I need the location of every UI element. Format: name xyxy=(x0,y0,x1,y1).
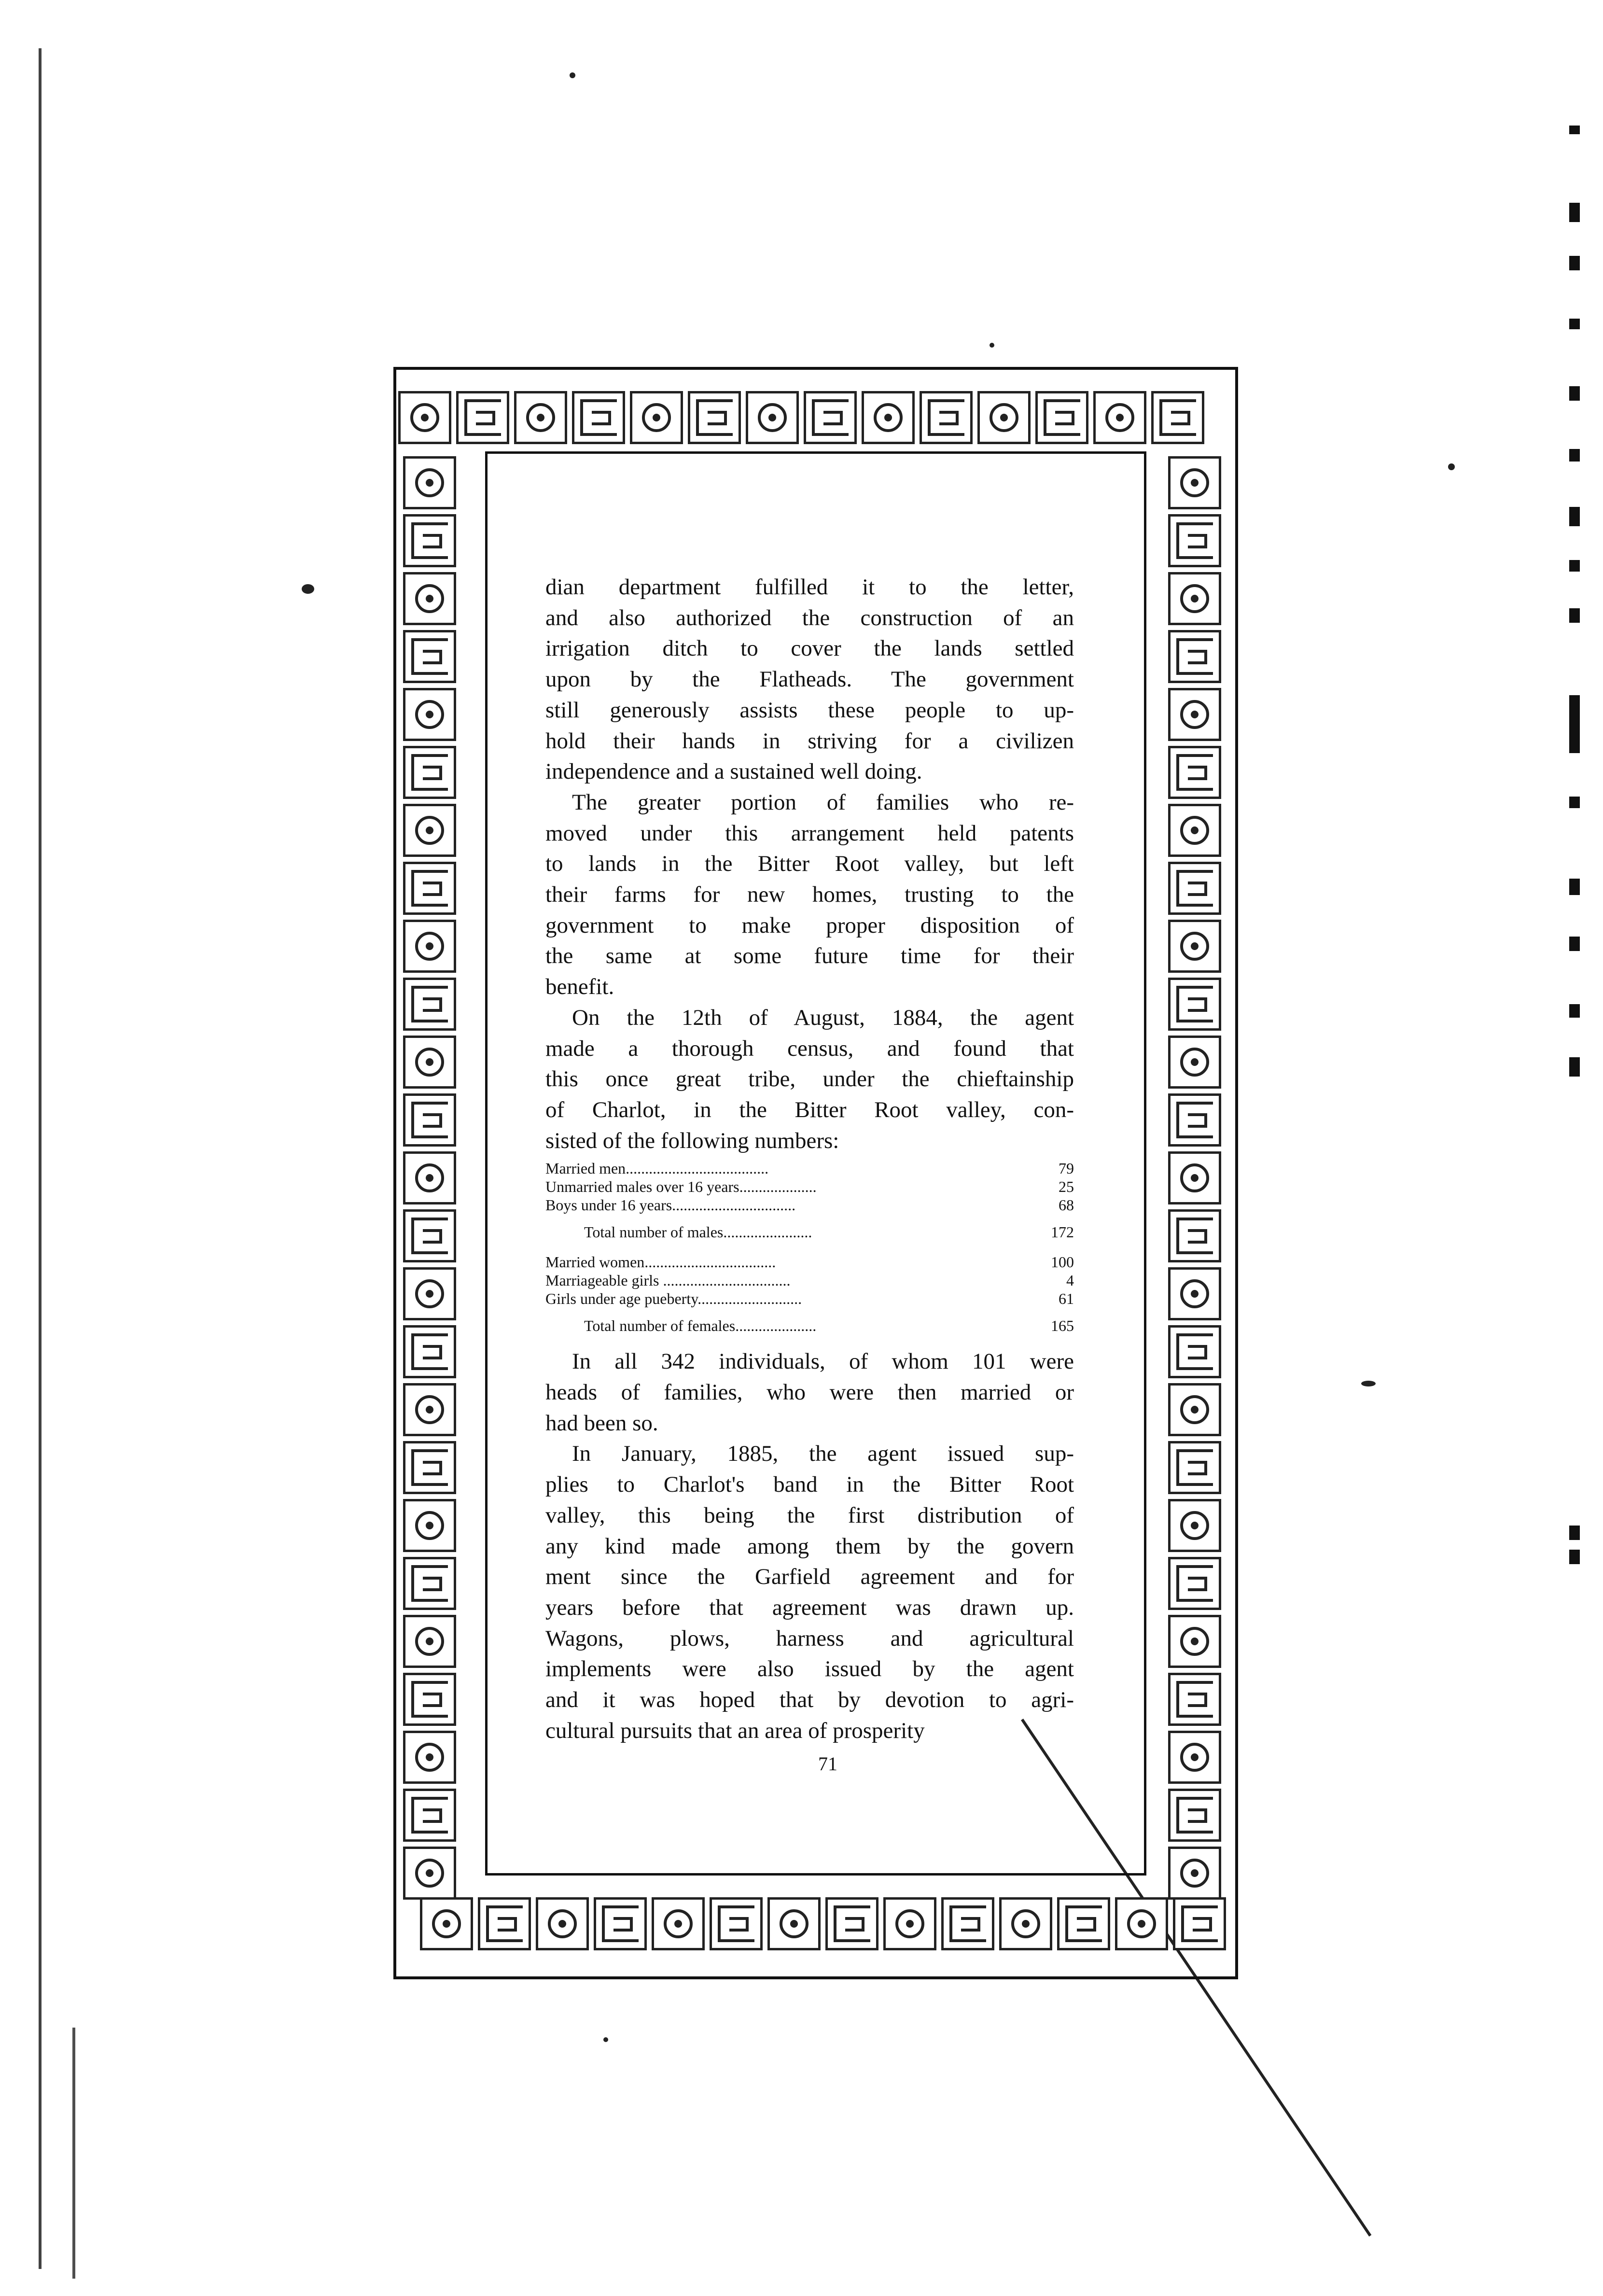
census-label: Married women.................................. xyxy=(545,1253,776,1271)
rosette-ornament xyxy=(1115,1897,1168,1950)
rosette-ornament xyxy=(420,1897,473,1950)
rosette-ornament xyxy=(1168,456,1221,509)
text-line: benefit. xyxy=(545,974,614,1000)
greek-key-ornament xyxy=(1168,1209,1221,1262)
census-label: Married men..................................... xyxy=(545,1160,769,1177)
rosette-ornament xyxy=(1168,1499,1221,1552)
rosette-ornament xyxy=(1168,804,1221,857)
rosette-ornament xyxy=(1168,688,1221,741)
text-line: Wagons, plows, harness and agricultural xyxy=(545,1625,1074,1651)
text-line: hold their hands in striving for a civilizen xyxy=(545,728,1074,754)
census-label: Marriageable girls ................................. xyxy=(545,1272,791,1289)
rosette-ornament xyxy=(977,391,1031,444)
scan-margin-marks xyxy=(1569,97,1589,1641)
greek-key-ornament xyxy=(1168,1557,1221,1610)
text-line: On the 12th of August, 1884, the agent xyxy=(572,1005,1074,1030)
rosette-ornament xyxy=(403,804,456,857)
greek-key-ornament xyxy=(1168,746,1221,799)
greek-key-ornament xyxy=(825,1897,878,1950)
text-line: made a thorough census, and found that xyxy=(545,1036,1074,1061)
greek-key-ornament xyxy=(403,514,456,567)
rosette-ornament xyxy=(403,572,456,625)
census-table xyxy=(545,1159,1074,1335)
greek-key-ornament xyxy=(1168,630,1221,683)
greek-key-ornament xyxy=(403,630,456,683)
text-line: valley, this being the first distribution of xyxy=(545,1502,1074,1528)
text-line: to lands in the Bitter Root valley, but left xyxy=(545,851,1074,877)
greek-key-ornament xyxy=(403,1673,456,1726)
rosette-ornament xyxy=(1168,1615,1221,1668)
greek-key-ornament xyxy=(572,391,625,444)
census-value: 61 xyxy=(1059,1290,1074,1308)
rosette-ornament xyxy=(403,1267,456,1320)
paragraph xyxy=(545,787,1074,1003)
scan-speck xyxy=(570,72,575,78)
greek-key-ornament xyxy=(1168,862,1221,915)
text-line: years before that agreement was drawn up. xyxy=(545,1595,1074,1620)
scan-edge xyxy=(39,48,42,2269)
text-line: ment since the Garfield agreement and for xyxy=(545,1564,1074,1590)
text-line: irrigation ditch to cover the lands settled xyxy=(545,636,1074,661)
text-line: implements were also issued by the agent xyxy=(545,1656,1074,1682)
census-total-males: Total number of males....................... 172 xyxy=(584,1223,1074,1241)
census-row xyxy=(545,1177,1074,1196)
greek-key-ornament xyxy=(403,1789,456,1842)
greek-key-border-left xyxy=(403,456,456,1900)
rosette-ornament xyxy=(403,688,456,741)
rosette-ornament xyxy=(403,1615,456,1668)
text-line: upon by the Flatheads. The government xyxy=(545,667,1074,692)
census-label: Girls under age pueberty........................... xyxy=(545,1290,802,1308)
page-text xyxy=(545,572,1074,1747)
rosette-ornament xyxy=(403,920,456,973)
greek-key-ornament xyxy=(710,1897,763,1950)
greek-key-ornament xyxy=(594,1897,647,1950)
greek-key-ornament xyxy=(1168,1673,1221,1726)
text-line: In January, 1885, the agent issued sup- xyxy=(572,1441,1074,1467)
census-value: 68 xyxy=(1059,1196,1074,1214)
greek-key-ornament xyxy=(1035,391,1088,444)
text-line: cultural pursuits that an area of prosperity xyxy=(545,1718,925,1743)
rosette-ornament xyxy=(403,1151,456,1204)
text-line: and it was hoped that by devotion to agri- xyxy=(545,1687,1074,1713)
rosette-ornament xyxy=(403,1036,456,1089)
greek-key-border-bottom xyxy=(420,1897,1226,1950)
greek-key-ornament xyxy=(1168,1093,1221,1147)
text-line: any kind made among them by the govern xyxy=(545,1533,1074,1559)
scan-speck xyxy=(990,343,994,348)
rosette-ornament xyxy=(1168,1847,1221,1900)
text-line: and also authorized the construction of an xyxy=(545,605,1074,630)
rosette-ornament xyxy=(514,391,567,444)
greek-key-ornament xyxy=(403,1093,456,1147)
text-line: moved under this arrangement held patents xyxy=(545,820,1074,846)
rosette-ornament xyxy=(403,1731,456,1784)
greek-key-ornament xyxy=(941,1897,994,1950)
rosette-ornament xyxy=(1093,391,1146,444)
greek-key-ornament xyxy=(1168,514,1221,567)
greek-key-ornament xyxy=(1151,391,1204,444)
rosette-ornament xyxy=(1168,1036,1221,1089)
rosette-ornament xyxy=(403,456,456,509)
rosette-ornament xyxy=(536,1897,589,1950)
greek-key-ornament xyxy=(804,391,857,444)
rosette-ornament xyxy=(883,1897,936,1950)
greek-key-ornament xyxy=(688,391,741,444)
text-line: dian department fulfilled it to the letter, xyxy=(545,574,1074,600)
census-row xyxy=(545,1196,1074,1214)
scan-speck xyxy=(1361,1381,1376,1386)
text-line: government to make proper disposition of xyxy=(545,912,1074,938)
greek-key-ornament xyxy=(403,978,456,1031)
rosette-ornament xyxy=(403,1499,456,1552)
census-total-females: Total number of females..................... 165 xyxy=(584,1317,1074,1335)
scan-edge xyxy=(72,2028,75,2279)
greek-key-ornament xyxy=(403,1441,456,1494)
census-label: Unmarried males over 16 years.................... xyxy=(545,1178,817,1196)
text-line: still generously assists these people to up- xyxy=(545,697,1074,723)
page-number: 71 xyxy=(818,1753,837,1775)
text-line: heads of families, who were then married or xyxy=(545,1380,1074,1405)
text-line: the same at some future time for their xyxy=(545,943,1074,969)
text-line: independence and a sustained well doing. xyxy=(545,759,922,784)
scan-speck xyxy=(1448,463,1455,470)
text-line: of Charlot, in the Bitter Root valley, con- xyxy=(545,1097,1074,1122)
rosette-ornament xyxy=(1168,1383,1221,1436)
census-row xyxy=(545,1159,1074,1177)
census-value: 100 xyxy=(1051,1253,1074,1271)
census-label: Boys under 16 years................................ xyxy=(545,1196,796,1214)
text-line: sisted of the following numbers: xyxy=(545,1128,839,1153)
rosette-ornament xyxy=(1168,1151,1221,1204)
paragraph xyxy=(545,1346,1074,1439)
rosette-ornament xyxy=(630,391,683,444)
greek-key-ornament xyxy=(1173,1897,1226,1950)
census-row xyxy=(545,1253,1074,1271)
scan-speck xyxy=(603,2037,608,2042)
greek-key-ornament xyxy=(478,1897,531,1950)
rosette-ornament xyxy=(403,1847,456,1900)
rosette-ornament xyxy=(403,1383,456,1436)
text-line: plies to Charlot's band in the Bitter Root xyxy=(545,1472,1074,1498)
greek-key-ornament xyxy=(1168,978,1221,1031)
paragraph xyxy=(545,1003,1074,1157)
rosette-ornament xyxy=(746,391,799,444)
rosette-ornament xyxy=(1168,1267,1221,1320)
text-line: their farms for new homes, trusting to the xyxy=(545,882,1074,908)
text-line: had been so. xyxy=(545,1410,658,1436)
greek-key-ornament xyxy=(403,1557,456,1610)
greek-key-ornament xyxy=(920,391,973,444)
census-row xyxy=(545,1271,1074,1289)
text-line: this once great tribe, under the chieftainship xyxy=(545,1066,1074,1092)
greek-key-ornament xyxy=(403,862,456,915)
rosette-ornament xyxy=(1168,572,1221,625)
greek-key-ornament xyxy=(1168,1789,1221,1842)
census-row xyxy=(545,1289,1074,1308)
rosette-ornament xyxy=(398,391,451,444)
greek-key-border-top xyxy=(398,391,1204,444)
greek-key-ornament xyxy=(403,1325,456,1378)
rosette-ornament xyxy=(1168,920,1221,973)
rosette-ornament xyxy=(999,1897,1052,1950)
greek-key-ornament xyxy=(1168,1441,1221,1494)
greek-key-border-right xyxy=(1168,456,1221,1900)
greek-key-ornament xyxy=(1168,1325,1221,1378)
rosette-ornament xyxy=(652,1897,705,1950)
paragraph xyxy=(545,1439,1074,1746)
paragraph xyxy=(545,572,1074,787)
rosette-ornament xyxy=(1168,1731,1221,1784)
text-line: In all 342 individuals, of whom 101 were xyxy=(572,1349,1074,1374)
census-value: 79 xyxy=(1059,1160,1074,1177)
greek-key-ornament xyxy=(1057,1897,1110,1950)
scan-speck xyxy=(302,584,314,594)
rosette-ornament xyxy=(862,391,915,444)
greek-key-ornament xyxy=(403,746,456,799)
text-line: The greater portion of families who re- xyxy=(572,789,1074,815)
greek-key-ornament xyxy=(456,391,509,444)
census-value: 25 xyxy=(1059,1178,1074,1196)
rosette-ornament xyxy=(767,1897,821,1950)
greek-key-ornament xyxy=(403,1209,456,1262)
census-value: 4 xyxy=(1066,1272,1074,1289)
